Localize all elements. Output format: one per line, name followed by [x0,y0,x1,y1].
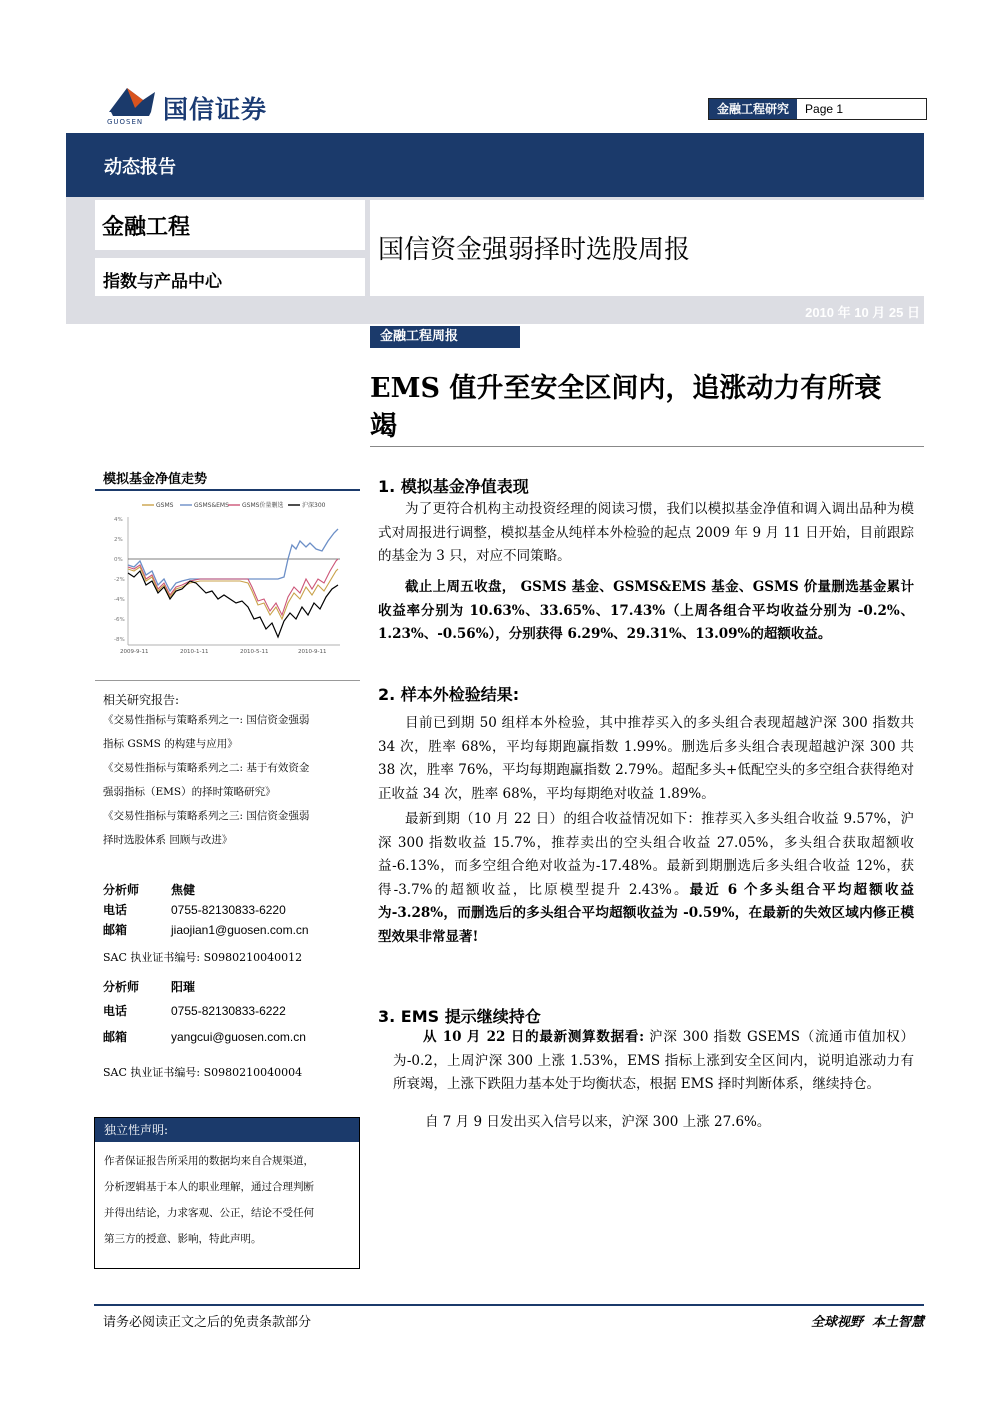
related-item: 《交易性指标与策略系列之二: 基于有效资金 [103,762,310,774]
analyst-sac: SAC 执业证书编号: S0980210040004 [103,1066,303,1079]
independence-line: 并得出结论，力求客观、公正，结论不受任何 [104,1207,314,1219]
analyst-sac: SAC 执业证书编号: S0980210040012 [103,951,303,964]
y-tick-label: -4% [114,597,125,603]
section-title: 金融工程 [102,214,191,240]
related-item: 指标 GSMS 的构建与应用》 [103,738,238,750]
banner-navy [66,133,924,197]
section-2-para-1: 目前已到期 50 组样本外检验，其中推荐买入的多头组合表现超越沪深 300 指数共 34 次，胜率 68%，平均每期跑赢指数 1.99%。删选后多头组合表现超越沪深 300 共 38 次，胜率 76%，平均每期跑赢指数 2.79%。超配多头+低配空头的多空组合获得绝对正收益 34 次，胜率 68%，平均每期绝对收益 1.89%。 [378,715,914,802]
x-tick-label: 2010-5-11 [240,649,269,655]
related-item: 《交易性指标与策略系列之一: 国信资金强弱 [103,714,310,726]
headline [370,370,925,446]
analyst-role: 分析师 [103,883,140,897]
x-tick-label: 2010-1-11 [180,649,209,655]
y-tick-label: 0% [114,557,123,563]
analyst-phone: 0755-82130833-6220 [171,903,286,917]
legend-gsms: GSMS [156,502,174,509]
headline-line1: EMS 值升至安全区间内，追涨动力有所衰 [370,373,882,404]
report-tag: 金融工程周报 [370,326,520,348]
chart-bottom-rule [95,680,360,681]
chart-y-ticks [114,517,125,643]
y-tick-label: -2% [114,577,125,583]
legend-gsms-filter: GSMS价量删选 [242,502,284,509]
header-box [708,98,927,120]
series-gsms [128,567,338,619]
related-item: 《交易性指标与策略系列之三: 国信资金强弱 [103,810,310,822]
brand-name: 国信证券 [163,95,268,124]
section-1-para-1: 为了更符合机构主动投资经理的阅读习惯，我们以模拟基金净值和调入调出品种为模式对周报进行调整，模拟基金从纯样本外检验的起点 2009 年 9 月 11 日开始，目前跟踪的基金为 3 只，对应不同策略。 [378,501,914,564]
independence-text [95,1142,359,1252]
footer-disclaimer-link[interactable]: 请务必阅读正文之后的免责条款部分 [103,1315,312,1330]
email-label: 邮箱 [103,1030,128,1044]
section-3-para-1 [393,1026,914,1097]
section-1-para-2: 截止上周五收盘， GSMS 基金、GSMS&EMS 基金、GSMS 价量删选基金累计收益率分别为 10.63%、33.65%、17.43%（上周各组合平均收益分别为 -0.2%、1.23%、-0.56%），分别获得 6.29%、29.31%、13.09%的超额收益。 [378,579,914,642]
series-gsms-ems [128,529,338,591]
subsection-title: 指数与产品中心 [103,272,222,292]
independence-box [94,1117,360,1269]
legend-hs300: 沪深300 [302,502,326,509]
report-date: 2010 年 10 月 25 日 [805,305,920,320]
independence-line: 第三方的授意、影响，特此声明。 [104,1233,262,1245]
analyst-name: 焦健 [171,883,196,897]
analyst-2 [103,977,361,1083]
section-3-para-1b: 沪深 300 指数 GSEMS（流通市值加权）为-0.2，上周沪深 300 上涨 1.53%，EMS 指标上涨到安全区间内，说明追涨动力有所衰竭，上涨下跌阻力基本处于均衡状态，根据 EMS 择时判断体系，继续持仓。 [393,1029,914,1092]
y-tick-label: 2% [114,537,123,543]
footer-rule [94,1304,924,1306]
analyst-email[interactable]: jiaojian1@guosen.com.cn [171,923,309,937]
phone-label: 电话 [103,1004,128,1018]
section-3-para-1a: 从 10 月 22 日的最新测算数据看: [423,1029,645,1045]
report-title: 国信资金强弱择时选股周报 [378,235,691,265]
footer-slogan: 全球视野 本土智慧 [810,1315,924,1330]
analyst-email[interactable]: yangcui@guosen.com.cn [171,1030,306,1044]
phone-label: 电话 [103,903,128,917]
chart-legend [142,501,326,509]
header-page: Page 1 [805,102,844,116]
analyst-name: 阳璀 [171,980,196,994]
email-label: 邮箱 [103,923,128,937]
report-type: 动态报告 [104,157,176,178]
chart-title: 模拟基金净值走势 [103,472,208,487]
analyst-1 [103,880,361,968]
analyst-phone: 0755-82130833-6222 [171,1004,286,1018]
chart-top-rule [95,489,360,491]
nav-line-chart [100,495,355,667]
headline-rule [370,446,924,447]
section-2-title: 2. 样本外检验结果: [378,685,520,704]
related-list [103,708,361,852]
independence-title: 独立性声明: [95,1118,359,1142]
section-3-para-2: 自 7 月 9 日发出买入信号以来，沪深 300 上涨 27.6%。 [425,1114,771,1130]
brand-sub: GUOSEN [107,118,144,126]
legend-gsms-ems: GSMS&EMS [194,502,229,509]
header-dept: 金融工程研究 [709,99,797,119]
related-title: 相关研究报告: [103,693,180,707]
section-3-title: 3. EMS 提示继续持仓 [378,1007,541,1026]
x-tick-label: 2009-9-11 [120,649,149,655]
section-2-para-2a: 最新到期（10 月 22 日）的组合收益情况如下：推荐买入多头组合收益 9.57%，沪深 300 指数收益 15.7%，推荐卖出的空头组合收益 27.05%，多头组合获取超额收益-6.13%，而多空组合绝对收益为-17.48%。最新到期删选后多头组合收益 12%，获得-3.7%的超额收益，比原模型提升 2.43%。 [378,811,914,898]
logo [105,82,305,130]
related-item: 择时选股体系 回顾与改进》 [103,834,233,846]
x-tick-label: 2010-9-11 [298,649,327,655]
related-item: 强弱指标（EMS）的择时策略研究》 [103,786,276,798]
analyst-role: 分析师 [103,980,140,994]
y-tick-label: 4% [114,517,123,523]
y-tick-label: -6% [114,617,125,623]
independence-line: 作者保证报告所采用的数据均来自合规渠道， [104,1155,314,1167]
section-1-title: 1. 模拟基金净值表现 [378,477,529,496]
y-tick-label: -8% [114,637,125,643]
chart-x-ticks [120,649,326,655]
section-2-para-2 [378,808,914,949]
independence-line: 分析逻辑基于本人的职业理解，通过合理判断 [104,1181,314,1193]
section-2-para-2b: 最近 6 个多头组合平均超额收益为-3.28%，而删选后的多头组合平均超额收益为 -0.59%，在最新的失效区域内修正模型效果非常显著! [378,881,914,945]
headline-line2: 竭 [370,411,397,442]
